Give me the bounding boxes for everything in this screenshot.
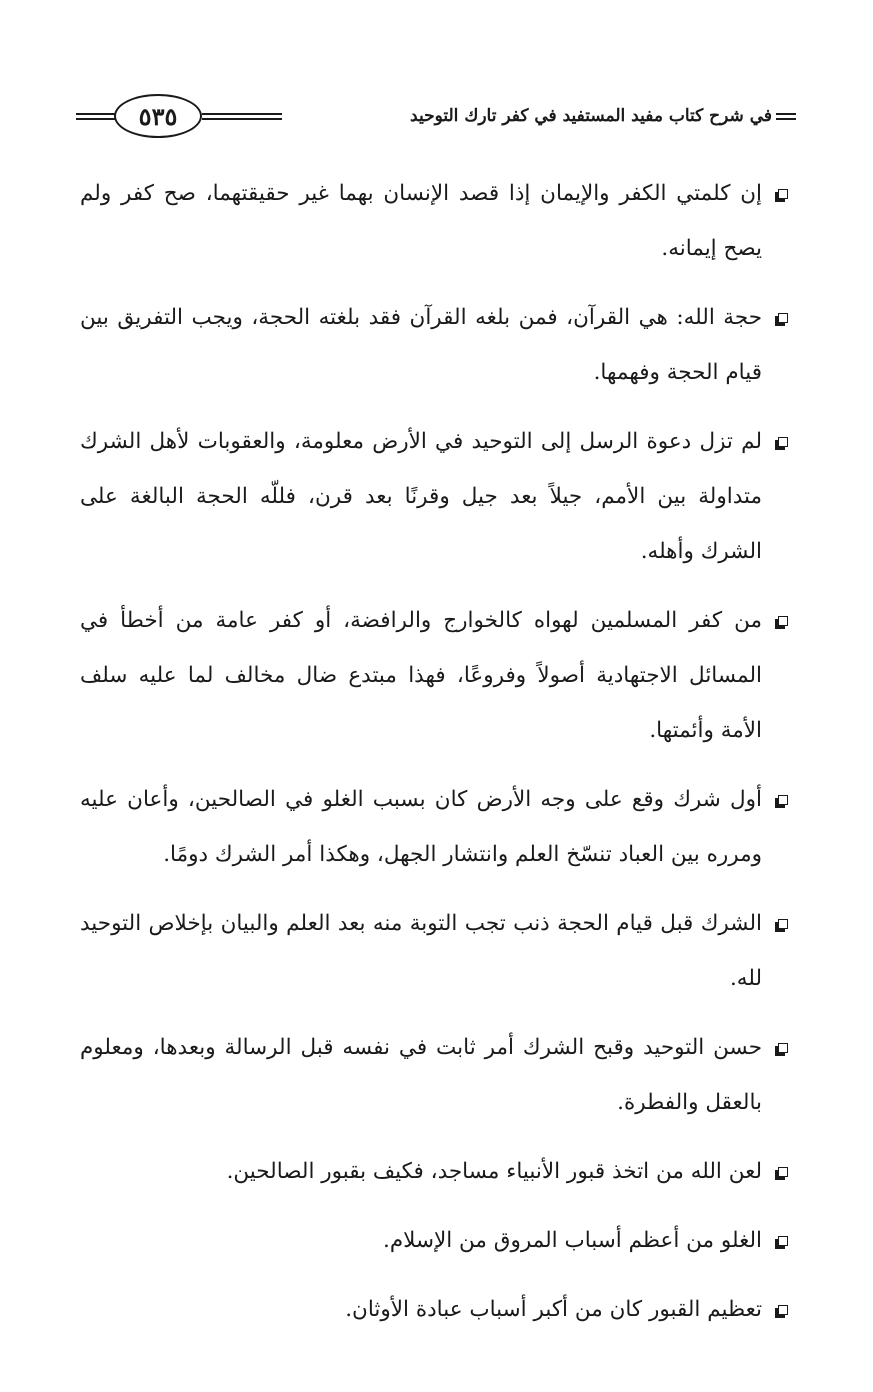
list-item-text: حسن التوحيد وقبح الشرك أمر ثابت في نفسه قبل الرسالة وبعدها، ومعلوم بالعقل والفطرة. (80, 1035, 762, 1115)
list-item (80, 772, 792, 882)
list-item-text: لعن الله من اتخذ قبور الأنبياء مساجد، فكيف بقبور الصالحين. (226, 1159, 762, 1184)
box-bullet-icon (762, 896, 792, 946)
box-bullet-icon (762, 290, 792, 340)
list-item (80, 1144, 792, 1199)
box-bullet-icon (762, 1144, 792, 1194)
box-bullet-icon (762, 1213, 792, 1263)
box-bullet-icon (762, 414, 792, 464)
list-item (80, 1282, 792, 1337)
list-item-text: لم تزل دعوة الرسل إلى التوحيد في الأرض معلومة، والعقوبات لأهل الشرك متداولة بين الأمم، جيلاً بعد جيل وقرنًا بعد قرن، فللّه الحجة البالغة على الشرك وأهله. (80, 429, 762, 564)
list-item-text: الغلو من أعظم أسباب المروق من الإسلام. (382, 1228, 762, 1253)
box-bullet-icon (762, 1020, 792, 1070)
bullet-list (80, 166, 792, 1351)
header-rule-middle (202, 111, 282, 123)
box-bullet-icon (762, 772, 792, 822)
box-bullet-icon (762, 166, 792, 216)
list-item-text: من كفر المسلمين لهواه كالخوارج والرافضة، أو كفر عامة من أخطأ في المسائل الاجتهادية أصولاً وفروعًا، فهذا مبتدع ضال مخالف لما عليه سلف الأمة وأئمتها. (80, 608, 762, 743)
list-item-text: إن كلمتي الكفر والإيمان إذا قصد الإنسان بهما غير حقيقتهما، صح كفر ولم يصح إيمانه. (80, 181, 762, 261)
list-item-text: أول شرك وقع على وجه الأرض كان بسبب الغلو في الصالحين، وأعان عليه ومرره بين العباد تنسّخ العلم وانتشار الجهل، وهكذا أمر الشرك دومًا. (80, 787, 762, 867)
list-item (80, 1020, 792, 1130)
running-title: في شرح كتاب مفيد المستفيد في كفر تارك التوحيد (410, 106, 772, 126)
box-bullet-icon (762, 593, 792, 643)
list-item (80, 414, 792, 579)
header-rule-right (776, 111, 796, 123)
page-number: ٥٣٥ (114, 94, 202, 138)
list-item (80, 290, 792, 400)
page-header (76, 92, 796, 144)
list-item-text: الشرك قبل قيام الحجة ذنب تجب التوبة منه بعد العلم والبيان بإخلاص التوحيد لله. (80, 911, 762, 991)
header-rule-left (76, 111, 116, 123)
list-item (80, 593, 792, 758)
list-item-text: تعظيم القبور كان من أكبر أسباب عبادة الأوثان. (345, 1297, 762, 1322)
list-item (80, 896, 792, 1006)
list-item (80, 1213, 792, 1268)
list-item (80, 166, 792, 276)
box-bullet-icon (762, 1282, 792, 1332)
list-item-text: حجة الله: هي القرآن، فمن بلغه القرآن فقد بلغته الحجة، ويجب التفريق بين قيام الحجة وفهمها. (80, 305, 762, 385)
